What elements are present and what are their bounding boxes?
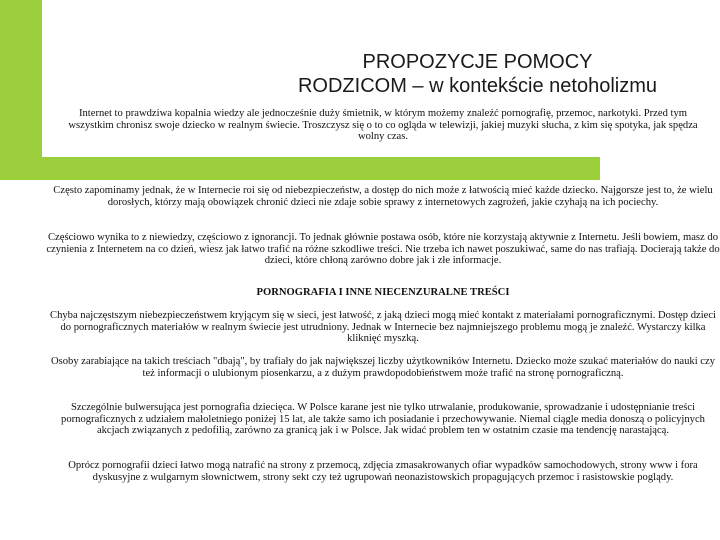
paragraph-profit: Osoby zarabiające na takich treściach "dbają", by trafiały do jak największej liczby użytkowników Internetu. Dziecko może szukać materiałów do nauki czy też informacji o ulubionym piosenkarzu, a z dużym prawdopodobieństwem może trafić na stronę pornograficzną. (50, 356, 716, 379)
decorative-divider-bar (0, 157, 600, 180)
section-heading: PORNOGRAFIA I INNE NIECENZURALNE TREŚCI (256, 287, 510, 298)
intro-paragraph: Internet to prawdziwa kopalnia wiedzy ale jednocześnie duży śmietnik, w którym możemy znaleźć pornografię, przemoc, narkotyki. Przed tym wszystkim chronisz swoje dziecko w realnym świecie. Troszczysz się o to co ogląda w telewizji, jakiej muzyki słucha, z kim się spotyka, jak spędza wolny czas. (68, 108, 698, 143)
paragraph-child-pornography: Szczególnie bulwersująca jest pornografia dziecięca. W Polsce karane jest nie tylko utrwalanie, produkowanie, sprowadzanie i udostępnianie treści pornograficznych z udziałem małoletniego poniżej 15 lat, ale także samo ich posiadanie i przechowywanie. Niemal ciągle media donoszą o policyjnych akcjach związanych z pedofilią, zarówno za granicą jak i w Polsce. Jak widać problem ten w ostatnim czasie ma tendencję narastającą. (61, 402, 705, 437)
slide-title-line1: PROPOZYCJE POMOCY (362, 51, 593, 73)
paragraph-dangers: Często zapominamy jednak, że w Internecie roi się od niebezpieczeństw, a dostęp do nich może z łatwością mieć każde dziecko. Najgorsze jest to, że wielu dorosłych, którzy mają obowiązek chronić dzieci nie zdaje sobie sprawy z internetowych zagrożeń, jakie czyhają na ich pociechy. (53, 185, 713, 208)
paragraph-violence: Oprócz pornografii dzieci łatwo mogą natrafić na strony z przemocą, zdjęcia zmasakrowanych ofiar wypadków samochodowych, strony www i fora dyskusyjne z wulgarnym słownictwem, strony sekt czy też ugrupowań neonazistowskich propagujących przemoc i rasistowskie poglądy. (68, 460, 698, 483)
decorative-left-stripe (0, 0, 42, 160)
paragraph-pornography-access: Chyba najczęstszym niebezpieczeństwem kryjącym się w sieci, jest łatwość, z jaką dzieci mogą mieć kontakt z materiałami pornograficznymi. Dostęp dzieci do pornograficznych materiałów w realnym świecie jest utrudniony. Jednak w Internecie bez najmniejszego problemu mogą je znaleźć. Wystarczy kilka kliknięć myszką. (50, 310, 716, 345)
paragraph-ignorance: Częściowo wynika to z niewiedzy, częściowo z ignorancji. To jednak głównie postawa osób, które nie korzystają aktywnie z Internetu. Jeśli bowiem, masz do czynienia z Internetem na co dzień, wiesz jak łatwo trafić na różne szkodliwe treści. Nie trzeba ich nawet poszukiwać, same do nas trafiają. Docierają także do dzieci, które chłoną zarówno dobre jak i złe informacje. (46, 232, 720, 267)
slide-title-line2: RODZICOM – w kontekście netoholizmu (297, 75, 657, 97)
slide-title (240, 50, 715, 98)
